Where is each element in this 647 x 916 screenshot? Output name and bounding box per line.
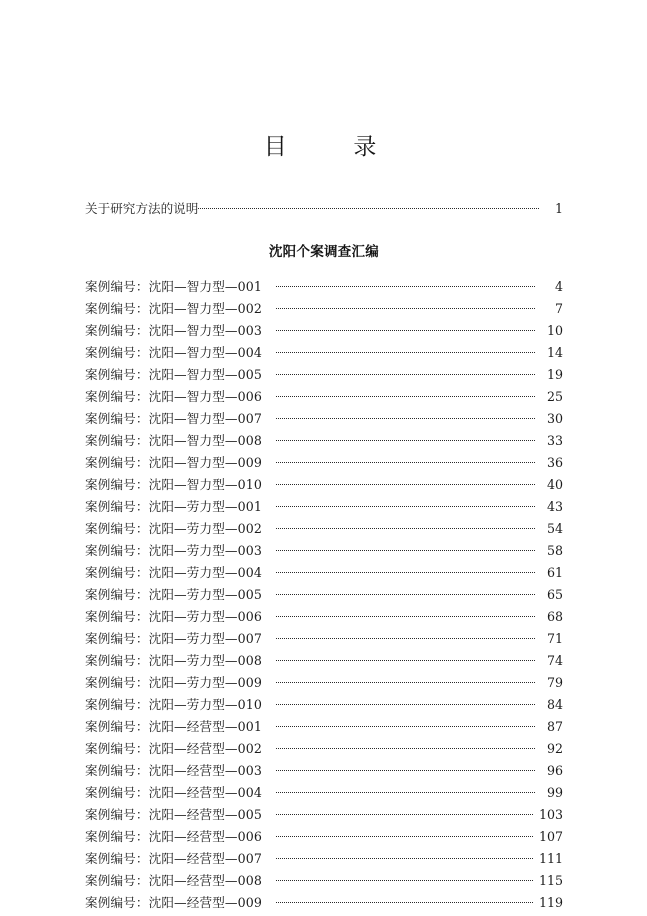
- toc-entry[interactable]: [85, 300, 563, 322]
- toc-entry-page-number: 99: [546, 784, 563, 800]
- toc-entry[interactable]: [85, 586, 563, 608]
- toc-entry-page-number: 115: [538, 872, 563, 888]
- toc-entry-label: 案例编号：沈阳—劳力型—007: [85, 630, 263, 646]
- toc-entry-label: 案例编号：沈阳—智力型—001: [85, 278, 263, 294]
- toc-entry[interactable]: [85, 520, 563, 542]
- toc-entry-page-number: 10: [546, 322, 563, 338]
- dot-leader: [276, 278, 535, 291]
- dot-leader: [276, 344, 535, 357]
- toc-entry[interactable]: [85, 366, 563, 388]
- dot-leader: [276, 828, 533, 841]
- dot-leader: [276, 520, 535, 533]
- toc-entry[interactable]: [85, 740, 563, 762]
- toc-entry[interactable]: [85, 564, 563, 586]
- toc-entry[interactable]: [85, 674, 563, 696]
- toc-entry[interactable]: [85, 542, 563, 564]
- toc-entry[interactable]: [85, 828, 563, 850]
- toc-entry-label: 案例编号：沈阳—经营型—006: [85, 828, 263, 844]
- toc-entry-page-number: 74: [546, 652, 563, 668]
- toc-entry-page-number: 68: [546, 608, 563, 624]
- dot-leader: [276, 388, 535, 401]
- toc-entry[interactable]: [85, 630, 563, 652]
- toc-entry-page-number: 65: [546, 586, 563, 602]
- dot-leader: [276, 322, 535, 335]
- dot-leader: [198, 200, 539, 213]
- toc-entry-label: 案例编号：沈阳—智力型—007: [85, 410, 263, 426]
- section-heading: 沈阳个案调查汇编: [268, 244, 380, 261]
- toc-entry-label: 案例编号：沈阳—智力型—008: [85, 432, 263, 448]
- toc-entry-page-number: 25: [546, 388, 563, 404]
- toc-entry-page-number: 84: [546, 696, 563, 712]
- toc-entry-page-number: 30: [546, 410, 563, 426]
- toc-content: [85, 200, 563, 916]
- toc-entry[interactable]: [85, 388, 563, 410]
- dot-leader: [276, 674, 535, 687]
- toc-entry-list: [85, 278, 563, 916]
- toc-entry-page-number: 92: [546, 740, 563, 756]
- toc-entry-page-number: 7: [554, 300, 563, 316]
- dot-leader: [276, 718, 535, 731]
- dot-leader: [276, 300, 535, 313]
- toc-entry-page-number: 36: [546, 454, 563, 470]
- toc-entry[interactable]: [85, 608, 563, 630]
- toc-entry-label: 案例编号：沈阳—经营型—007: [85, 850, 263, 866]
- toc-entry[interactable]: [85, 476, 563, 498]
- toc-entry-page-number: 4: [554, 278, 563, 294]
- toc-entry[interactable]: [85, 410, 563, 432]
- toc-entry[interactable]: [85, 718, 563, 740]
- toc-entry-page-number: 14: [546, 344, 563, 360]
- page-title: 目 录: [263, 134, 384, 160]
- toc-entry-label: 案例编号：沈阳—劳力型—004: [85, 564, 263, 580]
- toc-entry-page-number: 33: [546, 432, 563, 448]
- dot-leader: [276, 762, 535, 775]
- dot-leader: [276, 564, 535, 577]
- toc-entry-page-number: 79: [546, 674, 563, 690]
- toc-entry-label: 案例编号：沈阳—经营型—005: [85, 806, 263, 822]
- toc-entry[interactable]: [85, 322, 563, 344]
- dot-leader: [276, 806, 533, 819]
- toc-entry-label: 案例编号：沈阳—劳力型—006: [85, 608, 263, 624]
- dot-leader: [276, 850, 533, 863]
- toc-entry-label: 案例编号：沈阳—智力型—004: [85, 344, 263, 360]
- toc-entry-page-number: 107: [538, 828, 563, 844]
- toc-entry-page-number: 40: [546, 476, 563, 492]
- dot-leader: [276, 586, 535, 599]
- toc-entry-label: 案例编号：沈阳—劳力型—005: [85, 586, 263, 602]
- dot-leader: [276, 872, 533, 885]
- toc-entry-page-number: 111: [538, 850, 563, 866]
- dot-leader: [276, 410, 535, 423]
- dot-leader: [276, 784, 535, 797]
- toc-entry-label: 案例编号：沈阳—智力型—003: [85, 322, 263, 338]
- toc-entry-label: 案例编号：沈阳—经营型—002: [85, 740, 263, 756]
- toc-entry-page-number: 119: [538, 894, 563, 910]
- toc-entry[interactable]: [85, 652, 563, 674]
- toc-entry-label: 案例编号：沈阳—经营型—008: [85, 872, 263, 888]
- toc-entry[interactable]: [85, 498, 563, 520]
- toc-entry-label: 案例编号：沈阳—智力型—002: [85, 300, 263, 316]
- dot-leader: [276, 476, 535, 489]
- toc-entry-label: 案例编号：沈阳—智力型—005: [85, 366, 263, 382]
- toc-entry-page-number: 71: [546, 630, 563, 646]
- toc-entry-intro[interactable]: [85, 200, 563, 215]
- toc-entry-label: 案例编号：沈阳—经营型—009: [85, 894, 263, 910]
- toc-entry[interactable]: [85, 894, 563, 916]
- dot-leader: [276, 630, 535, 643]
- toc-entry[interactable]: [85, 784, 563, 806]
- toc-entry-label: 案例编号：沈阳—智力型—006: [85, 388, 263, 404]
- toc-entry[interactable]: [85, 432, 563, 454]
- toc-entry-label: 案例编号：沈阳—劳力型—009: [85, 674, 263, 690]
- toc-entry-label: 案例编号：沈阳—经营型—003: [85, 762, 263, 778]
- dot-leader: [276, 740, 535, 753]
- toc-entry-label: 案例编号：沈阳—经营型—004: [85, 784, 263, 800]
- toc-entry-label: 案例编号：沈阳—劳力型—008: [85, 652, 263, 668]
- dot-leader: [276, 432, 535, 445]
- toc-entry-label: 案例编号：沈阳—经营型—001: [85, 718, 263, 734]
- toc-entry-page-number: 1: [554, 200, 563, 216]
- toc-entry[interactable]: [85, 454, 563, 476]
- dot-leader: [276, 894, 533, 907]
- toc-entry-page-number: 19: [546, 366, 563, 382]
- toc-entry[interactable]: [85, 850, 563, 872]
- toc-entry-page-number: 61: [546, 564, 563, 580]
- toc-entry-page-number: 43: [546, 498, 563, 514]
- toc-entry-page-number: 87: [546, 718, 563, 734]
- toc-entry-label: 案例编号：沈阳—智力型—010: [85, 476, 263, 492]
- toc-entry-label: 案例编号：沈阳—劳力型—001: [85, 498, 263, 514]
- toc-entry[interactable]: [85, 872, 563, 894]
- toc-entry-page-number: 54: [546, 520, 563, 536]
- toc-entry-label: 案例编号：沈阳—智力型—009: [85, 454, 263, 470]
- dot-leader: [276, 366, 535, 379]
- dot-leader: [276, 696, 535, 709]
- toc-entry[interactable]: [85, 696, 563, 718]
- toc-entry[interactable]: [85, 762, 563, 784]
- toc-entry-page-number: 58: [546, 542, 563, 558]
- toc-entry[interactable]: [85, 806, 563, 828]
- dot-leader: [276, 454, 535, 467]
- dot-leader: [276, 652, 535, 665]
- toc-entry-page-number: 103: [538, 806, 563, 822]
- toc-entry-label: 案例编号：沈阳—劳力型—003: [85, 542, 263, 558]
- dot-leader: [276, 608, 535, 621]
- dot-leader: [276, 498, 535, 511]
- dot-leader: [276, 542, 535, 555]
- toc-entry-label: 案例编号：沈阳—劳力型—002: [85, 520, 263, 536]
- toc-entry[interactable]: [85, 344, 563, 366]
- toc-entry[interactable]: [85, 278, 563, 300]
- toc-entry-label: 案例编号：沈阳—劳力型—010: [85, 696, 263, 712]
- toc-entry-label: 关于研究方法的说明: [85, 200, 199, 216]
- toc-entry-page-number: 96: [546, 762, 563, 778]
